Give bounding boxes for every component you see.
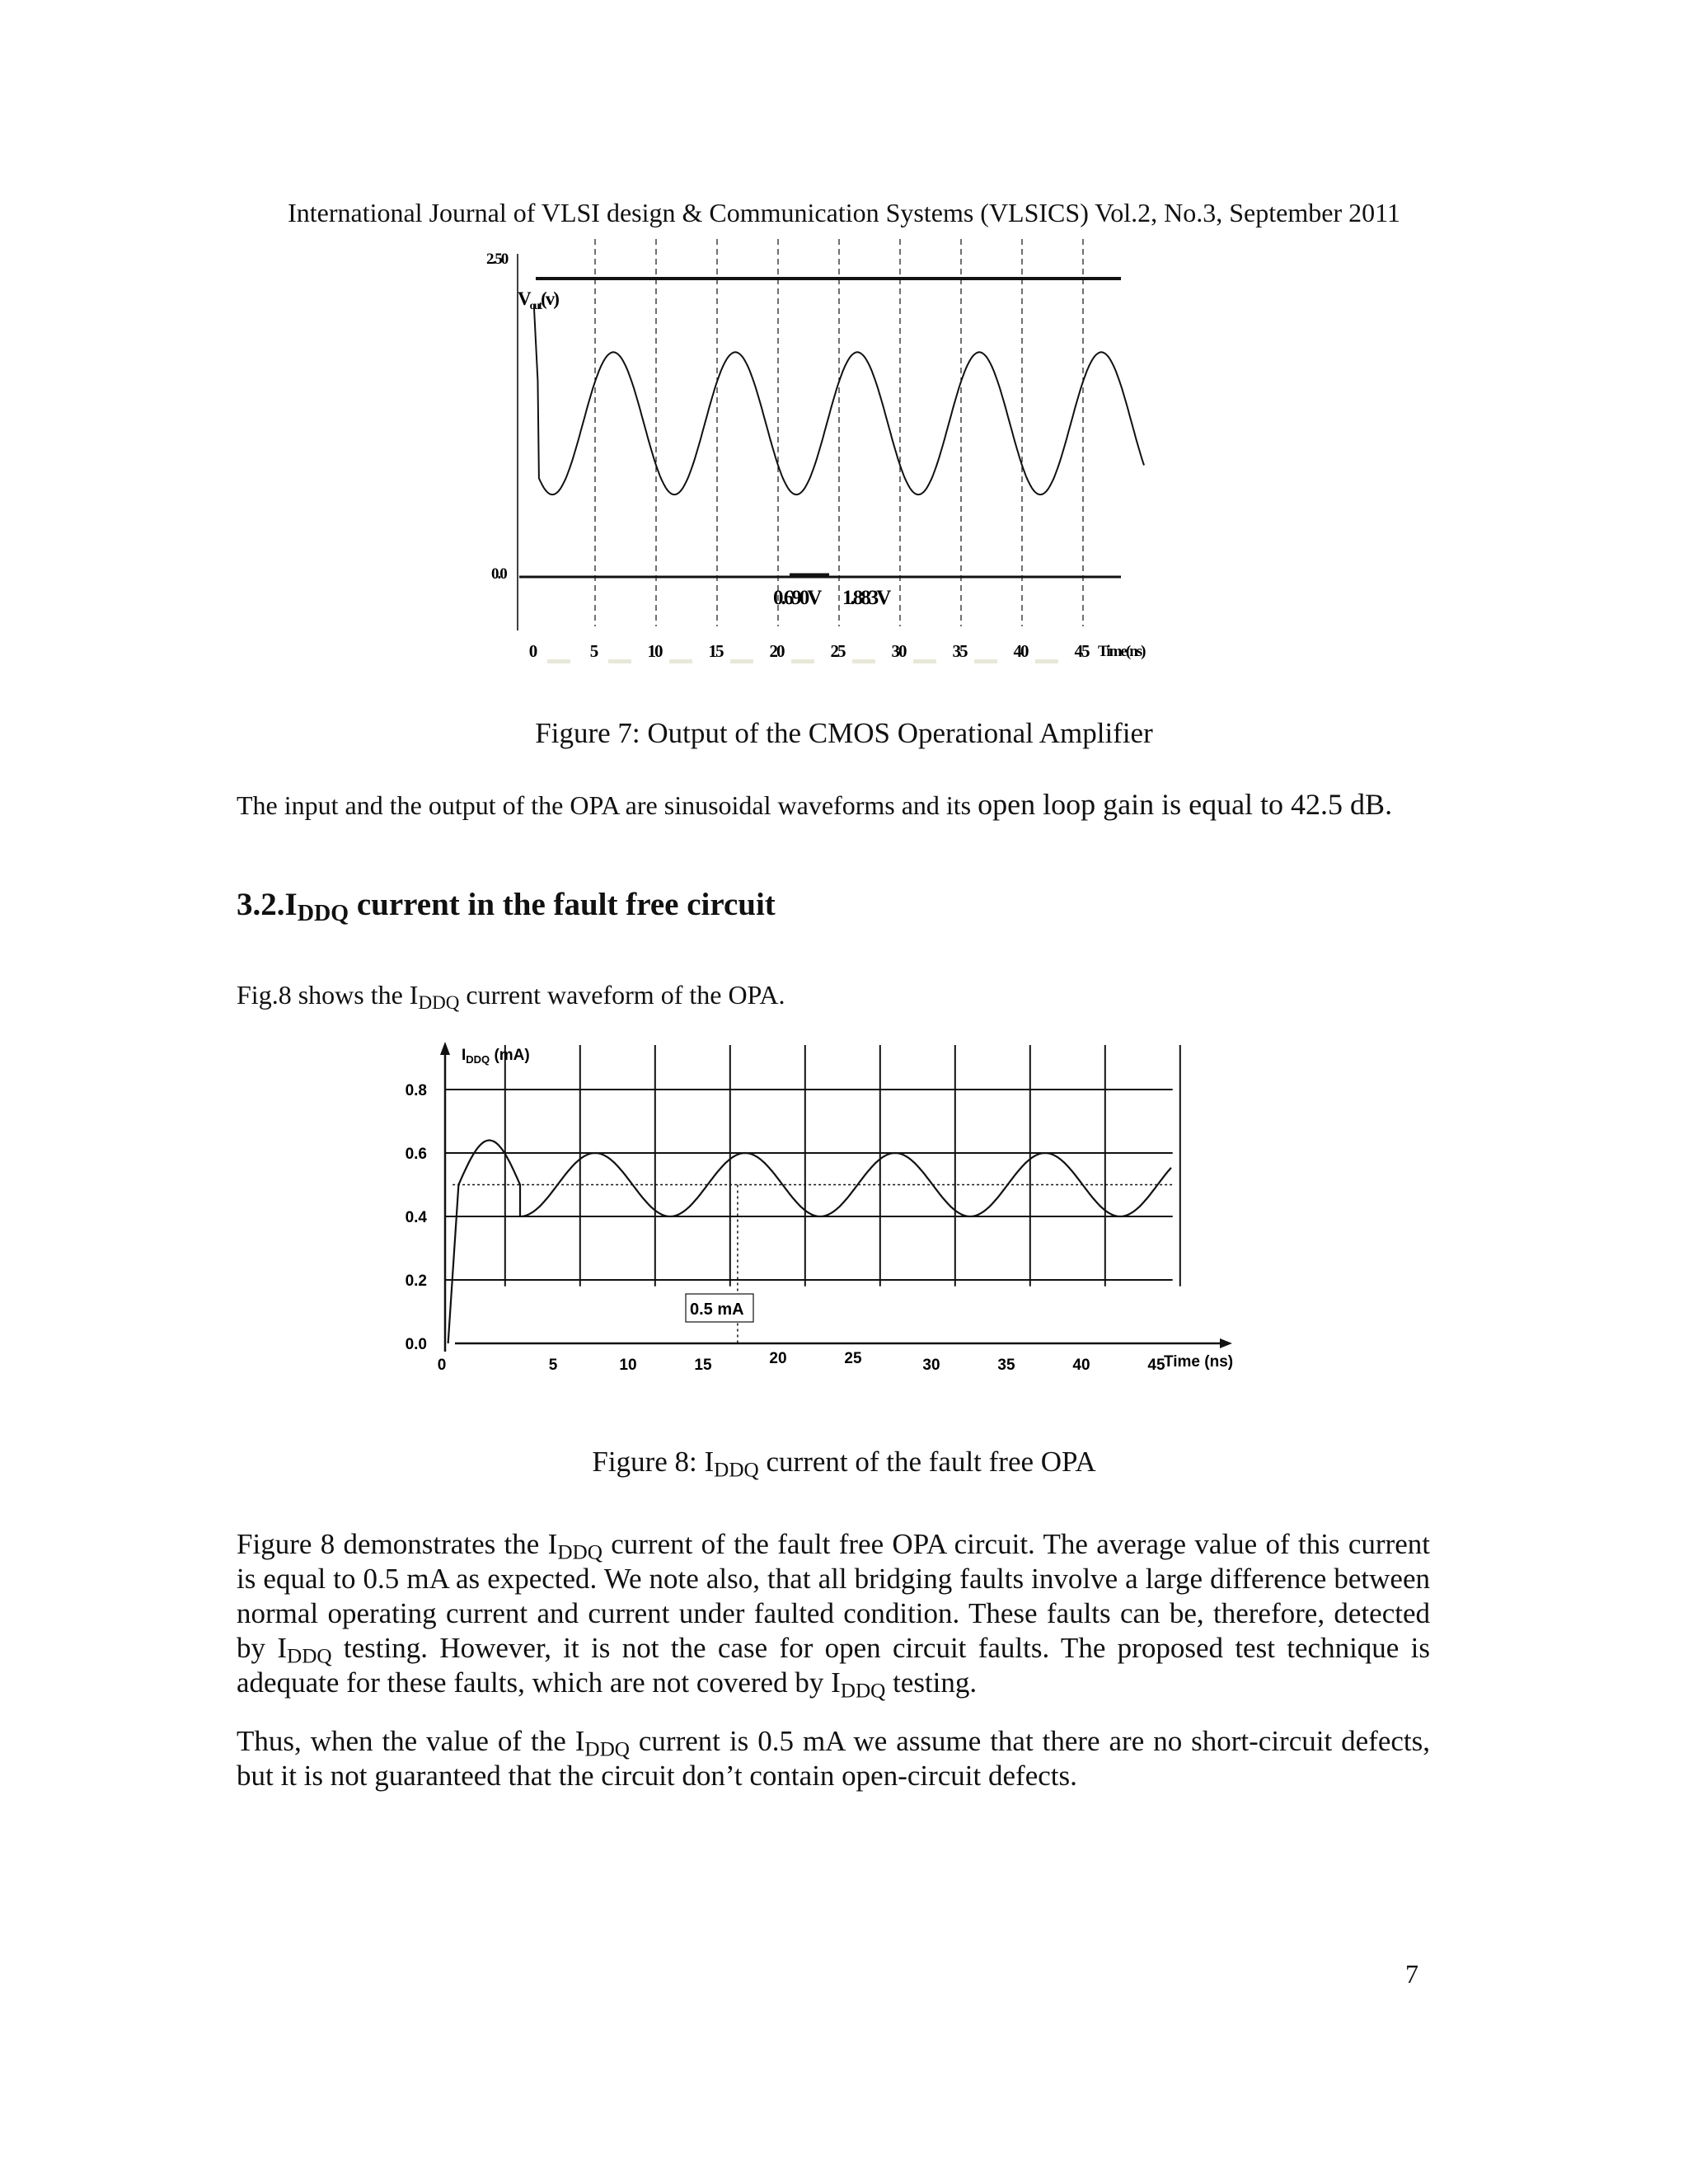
figure-7-axis-band — [608, 659, 631, 663]
figure-7-y-axis-label: $V_{out}(v)$ — [518, 288, 558, 312]
gain-paragraph: The input and the output of the OPA are sinusoidal waveforms and its open loop gain is equal to 42.5 dB. — [237, 788, 1393, 821]
figure-8-x-tick-label: 45 — [1147, 1357, 1165, 1374]
figure-8-caption: Figure 8: $I_{DDQ}$ current of the fault free OPA — [592, 1446, 1096, 1482]
figure-8-x-tick-label: 15 — [694, 1357, 712, 1374]
figure-8-x-tick-label: 0 — [437, 1357, 447, 1374]
figure-8-intro: Fig.8 shows the $I_{DDQ}$ current waveform of the OPA. — [237, 980, 785, 1013]
figure-8-x-axis-arrow — [1220, 1338, 1232, 1348]
figure-8-x-tick-label: 30 — [922, 1357, 940, 1374]
figure-7-x-tick-label: 45 — [1074, 641, 1089, 661]
running-header: International Journal of VLSI design & Communication Systems (VLSICS) Vol.2, No.3, September 2011 — [288, 198, 1400, 227]
figure-8-x-tick-label: 25 — [844, 1350, 862, 1367]
figure-7-annotation-max: 1.883V — [842, 587, 889, 609]
figure-8-x-tick-label: 5 — [548, 1357, 558, 1374]
figure-7-axis-band — [669, 659, 692, 663]
figure-8-y-ticks — [406, 1082, 428, 1353]
figure-7-x-tick-label: 25 — [830, 641, 845, 661]
figure-7-y-tick-top: 2.50 — [486, 251, 508, 268]
figure-7-x-tick-label: 10 — [647, 641, 662, 661]
figure-7-x-tick-label: 15 — [708, 641, 723, 661]
figure-8-y-tick-label: 0.8 — [405, 1082, 427, 1099]
figure-8-x-tick-label: 35 — [997, 1357, 1015, 1374]
figure-7-axis-band — [1035, 659, 1058, 663]
figure-7-axis-band — [730, 659, 753, 663]
figure-7-axis-band — [974, 659, 997, 663]
figure-8-x-tick-label: 10 — [619, 1357, 637, 1374]
figure-7-caption: Figure 7: Output of the CMOS Operational Amplifier — [535, 717, 1153, 749]
paragraph-iddq-discussion: Figure 8 demonstrates the $I_{DDQ}$ current of the fault free OPA circuit. The average value of this current is equal to 0.5 mA as expected. We note also, that all bridging faults involve a large difference between normal operating current and current under faulted condition. These faults can be, therefore, detected by $I_{DDQ}$ testing. However, it is not the case for open circuit faults. The proposed test technique is adequate for these faults, which are not covered by $I_{DDQ}$ testing. — [237, 1528, 1431, 1703]
figure-7-x-tick-label: 0 — [528, 641, 537, 661]
figure-8-y-tick-label: 0.6 — [405, 1146, 427, 1163]
figure-8-y-axis-arrow — [440, 1042, 450, 1055]
figure-7-axis-band — [913, 659, 936, 663]
figure-7-axis-band — [547, 659, 570, 663]
section-heading: $3.2.I_{DDQ}$ current in the fault free circuit — [237, 887, 776, 927]
figure-8-x-ticks — [438, 1350, 1165, 1374]
figure-8-y-axis-label: $I_{DDQ}$ (mA) — [462, 1047, 530, 1066]
figure-8-chart — [396, 1030, 1253, 1385]
figure-7-annotation-min: 0.690V — [773, 587, 820, 609]
figure-7-axis-band — [791, 659, 814, 663]
figure-7-gridlines — [595, 239, 1083, 626]
figure-7-chart — [462, 239, 1203, 684]
figure-7-x-axis-label: Time(ns) — [1098, 643, 1145, 660]
figure-8-y-tick-label: 0.2 — [405, 1272, 427, 1290]
figure-7-y-tick-bottom: 0.0 — [491, 565, 506, 583]
figure-7-x-ticks — [529, 641, 1090, 663]
figure-8-waveform — [448, 1141, 1171, 1343]
figure-7-x-tick-label: 40 — [1013, 641, 1028, 661]
figure-8-gridlines — [445, 1045, 1180, 1286]
figure-8-x-axis-label: Time (ns) — [1164, 1353, 1234, 1371]
figure-7-x-tick-label: 35 — [952, 641, 967, 661]
figure-8-x-tick-label: 20 — [769, 1350, 787, 1367]
figure-8-y-tick-label: 0.4 — [405, 1209, 427, 1226]
figure-8-y-tick-label: 0.0 — [405, 1336, 427, 1353]
figure-7-axis-band — [852, 659, 875, 663]
figure-8-annotation: 0.5 mA — [690, 1301, 744, 1319]
paragraph-conclusion: Thus, when the value of the $I_{DDQ}$ current is 0.5 mA we assume that there are no short-circuit defects, but it is not guaranteed that the circuit don’t contain open-circuit defects. — [237, 1725, 1430, 1792]
figure-7-x-tick-label: 30 — [891, 641, 906, 661]
figure-7-x-tick-label: 20 — [769, 641, 784, 661]
page-number: 7 — [1405, 1959, 1418, 1989]
figure-8-x-tick-label: 40 — [1072, 1357, 1090, 1374]
figure-7-x-tick-label: 5 — [589, 641, 598, 661]
